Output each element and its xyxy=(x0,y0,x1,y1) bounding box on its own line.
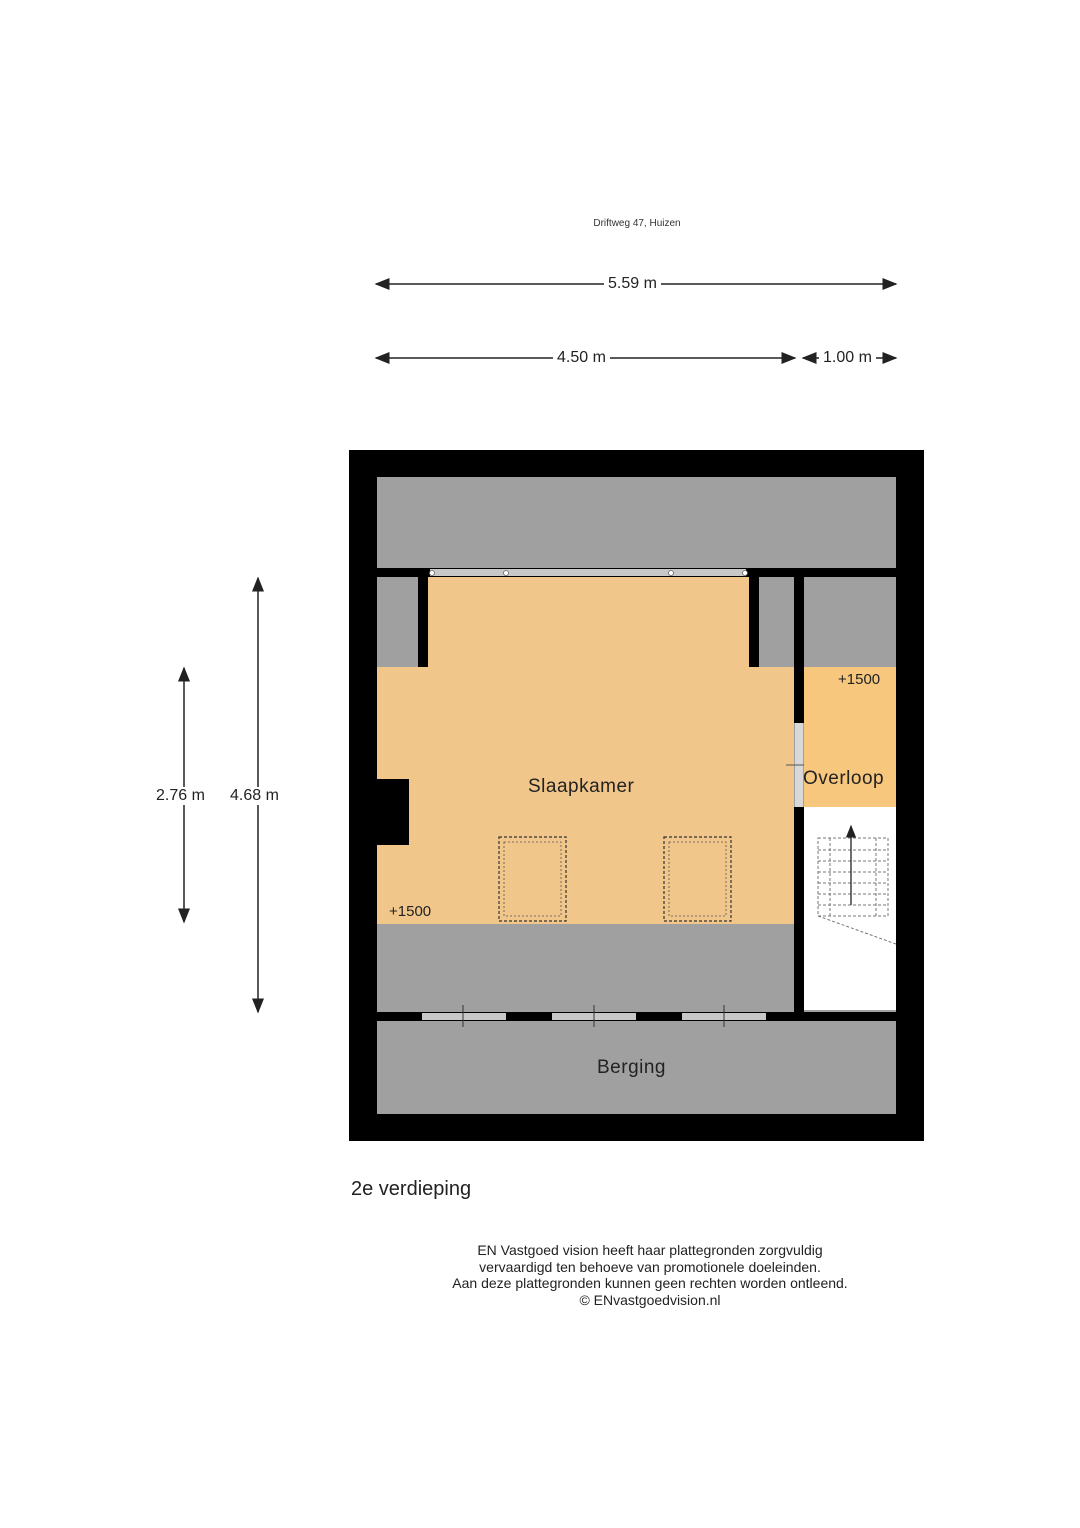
room-label-berging: Berging xyxy=(597,1057,666,1078)
level-slaapkamer: +1500 xyxy=(389,903,432,920)
disclaimer-line: © ENvastgoedvision.nl xyxy=(579,1291,721,1308)
disclaimer-line: Aan deze plattegronden kunnen geen rechten worden ontleend. xyxy=(452,1275,848,1291)
chimney xyxy=(377,779,409,845)
floor-name: 2e verdieping xyxy=(351,1178,472,1200)
dim-width-left: 4.50 m xyxy=(553,349,610,367)
window-post xyxy=(669,571,674,576)
dim-height-total: 4.68 m xyxy=(230,787,279,804)
lower-window xyxy=(422,1013,506,1020)
room-label-overloop: Overloop xyxy=(803,768,885,789)
window-post xyxy=(743,571,748,576)
disclaimer-line: EN Vastgoed vision heeft haar plattegronden zorgvuldig xyxy=(477,1242,823,1258)
window-post xyxy=(504,571,509,576)
disclaimer xyxy=(380,1242,920,1308)
window-post xyxy=(430,571,435,576)
room-label-slaapkamer: Slaapkamer xyxy=(528,776,635,797)
partition-wall-bottom xyxy=(794,807,804,1014)
dim-width-right: 1.00 m xyxy=(819,349,876,367)
level-overloop: +1500 xyxy=(838,671,881,688)
dormer-window xyxy=(430,569,746,576)
dim-total-width: 5.59 m xyxy=(604,275,661,293)
dim-height-inner: 2.76 m xyxy=(156,787,205,804)
address-label: Driftweg 47, Huizen xyxy=(593,218,681,229)
dormer-side-wall-left xyxy=(418,568,428,667)
dormer-side-wall-right xyxy=(749,568,759,667)
partition-wall-top xyxy=(794,568,804,723)
disclaimer-line: vervaardigd ten behoeve van promotionele doeleinden. xyxy=(479,1258,821,1275)
